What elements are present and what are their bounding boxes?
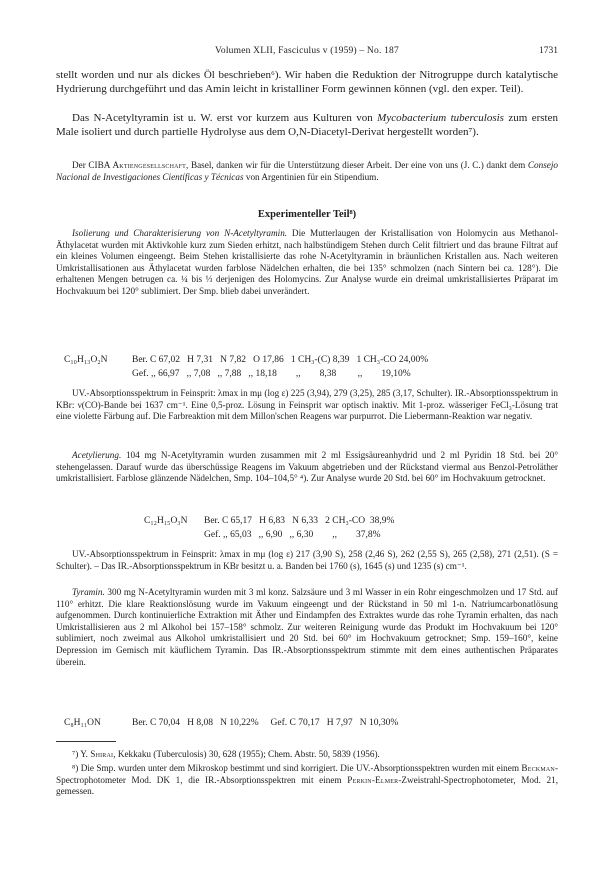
fn8-brand-2: Perkin-Elmer — [347, 774, 399, 785]
uv-spectrum-paragraph-2: UV.-Absorptionsspektrum in Feinsprit: λmax in mμ (log ε) 217 (3,90 S), 258 (2,46 S), 262 (2,55 S), 265 (2,58), 271 (2,51). (S = Schulter). – Das IR.-Absorptionsspektrum in KBr besitzt u. a. Banden bei 1760 (s), 1645 (s) und 1235 (s) cm⁻¹. — [56, 549, 558, 571]
fn8-brand-1: Beckman — [521, 763, 555, 773]
tyramine-label: Tyramin. — [72, 587, 105, 597]
acknowledgement — [56, 160, 558, 183]
tyramine-text: 300 mg N-Acetyltyramin wurden mit 3 ml konz. Salzsäure und 3 ml Wasser in ein Rohr eingeschmolzen und 17 Std. auf 110° erhitzt. Die klare Reaktionslösung wurde im Vakuum eingeengt und der Rückstand in 50 ml 1-n. Natriumcarbonatlösung aufgenommen. Durch kontinuierliche Extraktion mit Äther und Eindampfen des Extraktes wurde das rohe Tyramin erhalten, das nach Umkristallisieren aus 2 ml Alkohol bei 157–158° schmolz. Zur weiteren Reinigung wurde das Produkt im Hochvakuum bei 120° sublimiert, noch zweimal aus Alkohol umkristallisiert und 20 Std. bei 60° im Hochvakuum getrocknet; Smp. 159–160°, keine Depression im Gemisch mit käuflichem Tyramin. Das IR.-Absorptionsspektrum stimmte mit dem eines authentischen Präparates überein. — [56, 587, 558, 667]
isolation-label: Isolierung und Charakterisierung von N-Acetyltyramin. — [72, 228, 288, 238]
analysis-2-found: Gef. ,, 65,03 ,, 6,90 ,, 6,30 ,, 37,8% — [204, 530, 381, 540]
running-title: Volumen XLII, Fasciculus v (1959) – No. 187 — [215, 46, 399, 56]
intro-p2-text-b: zum ersten Male isoliert und durch partielle Hydrolyse aus dem O,N-Diacetyl-Derivat hergestellt worden⁷). — [56, 112, 558, 138]
analysis-3-formula: C₈H₁₁ON — [64, 718, 101, 728]
analysis-2-formula: C₁₂H₁₅O₃N — [144, 516, 188, 526]
ack-text-a: Der CIBA — [72, 160, 113, 170]
organism-name: Mycobacterium tuberculosis — [377, 112, 504, 124]
acetylation-label: Acetylierung. — [72, 450, 122, 460]
tyramine-paragraph — [56, 587, 558, 668]
company-name: Aktiengesellschaft — [112, 160, 187, 170]
intro-p2-text-a: Das N-Acetyltyramin ist u. W. erst vor kurzem aus Kulturen von — [72, 112, 378, 124]
acetylation-paragraph — [56, 450, 558, 485]
analysis-1-formula: C₁₀H₁₃O₂N — [64, 355, 108, 365]
analysis-1-calculated: Ber. C 67,02 H 7,31 N 7,82 O 17,86 1 CH₃-(C) 8,39 1 CH₃-CO 24,00% — [132, 355, 429, 365]
footnote-8 — [56, 763, 558, 798]
ack-text-c: von Argentinien für ein Stipendium. — [243, 171, 379, 182]
fn8-text-c: -Zweistrahl-Spectrophotometer, Mod. 21, gemessen. — [56, 774, 558, 797]
page-number: 1731 — [539, 46, 558, 56]
running-header — [56, 46, 558, 60]
fn7-author: Shirai — [90, 749, 114, 759]
analysis-1-found: Gef. ,, 66,97 ,, 7,08 ,, 7,88 ,, 18,18 ,, 8,38 ,, 19,10% — [132, 369, 411, 379]
isolation-text: Die Mutterlaugen der Kristallisation von Holomycin aus Methanol-Äthylacetat wurden mit Aktivkohle kurz zum Sieden erhitzt, nach halbstündigem Stehen durch Celit filtriert und das braune Filtrat auf ein kleines Volumen eingeengt. Beim Stehen kristallisierte das rohe N-Acetyltyramin in bräunlichen Kristallen aus. Nach weiteren Umkristallisationen aus Äthylacetat wurden farblose Nädelchen erhalten, die bei 135° schmolzen (nach Sintern bei ca. 128°). Die erhaltenen Mengen betrugen ca. ¼ bis ⅓ derjenigen des Holomycins. Zur Analyse wurde ein dreimal umkristallisiertes Präparat im Hochvakuum bei 120° sublimiert. Der Smp. blieb dabei unverändert. — [56, 228, 559, 296]
uv-spectrum-paragraph-1: UV.-Absorptionsspektrum in Feinsprit: λmax in mμ (log ε) 225 (3,94), 279 (3,25), 285 (3,17, Schulter). IR.-Absorptionsspektrum in KBr: ν(CO)-Bande bei 1637 cm⁻¹. Eine 0,5-proz. Lösung in Feinsprit war optisch inaktiv. Mit 1-proz. wässeriger FeCl₃-Lösung trat eine violette Färbung auf. Die Farbreaktion mit dem Millon'schen Reagens war purpurrot. Die Liebermann-Reaktion war negativ. — [56, 388, 558, 422]
fn7-text-b: , Kekkaku (Tuberculosis) 30, 628 (1955); Chem. Abstr. 50, 5839 (1956). — [113, 749, 380, 759]
intro-paragraph-2 — [56, 111, 558, 139]
section-heading: Experimenteller Teil⁸) — [257, 209, 357, 220]
fn8-text-a: ⁸) Die Smp. wurden unter dem Mikroskop bestimmt und sind korrigiert. Die UV.-Absorptionsspektren wurden mit einem — [72, 763, 522, 773]
footnote-7 — [56, 749, 558, 761]
acetylation-text: 104 mg N-Acetyltyramin wurden zusammen mit 2 ml Essigsäureanhydrid und 2 ml Pyridin 18 Std. bei 20° stehengelassen. Darauf wurde das überschüssige Reagens im Vakuum abgetrieben und der Rückstand viermal aus Benzol-Petroläther umkristallisiert. Farblose glänzende Nädelchen, Smp. 104–104,5° ⁴). Zur Analyse wurde 20 Std. bei 60° im Hochvakuum getrocknet. — [56, 450, 558, 484]
institution-name: Consejo Nacional de Investigaciones Científicas y Técnicas — [56, 160, 559, 182]
analysis-2-calculated: Ber. C 65,17 H 6,83 N 6,33 2 CH₃-CO 38,9% — [204, 516, 395, 526]
isolation-paragraph — [56, 228, 558, 298]
footnote-divider — [56, 741, 116, 742]
fn7-text-a: ⁷) Y. — [72, 749, 91, 759]
intro-paragraph-1: stellt worden und nur als dickes Öl beschrieben⁶). Wir haben die Reduktion der Nitrogruppe durch katalytische Hydrierung durchgeführt und das Amin leicht in kristalliner Form gewinnen können (vgl. den exper. Teil). — [56, 69, 558, 95]
fn8-text-b: -Spectrophotometer Mod. DK 1, die IR.-Absorptionsspektren mit einem — [56, 763, 558, 785]
ack-text-b: , Basel, danken wir für die Unterstützung dieser Arbeit. Der eine von uns (J. C.) dankt dem — [186, 160, 528, 170]
analysis-3-values: Ber. C 70,04 H 8,08 N 10,22% Gef. C 70,17 H 7,97 N 10,30% — [132, 718, 399, 728]
